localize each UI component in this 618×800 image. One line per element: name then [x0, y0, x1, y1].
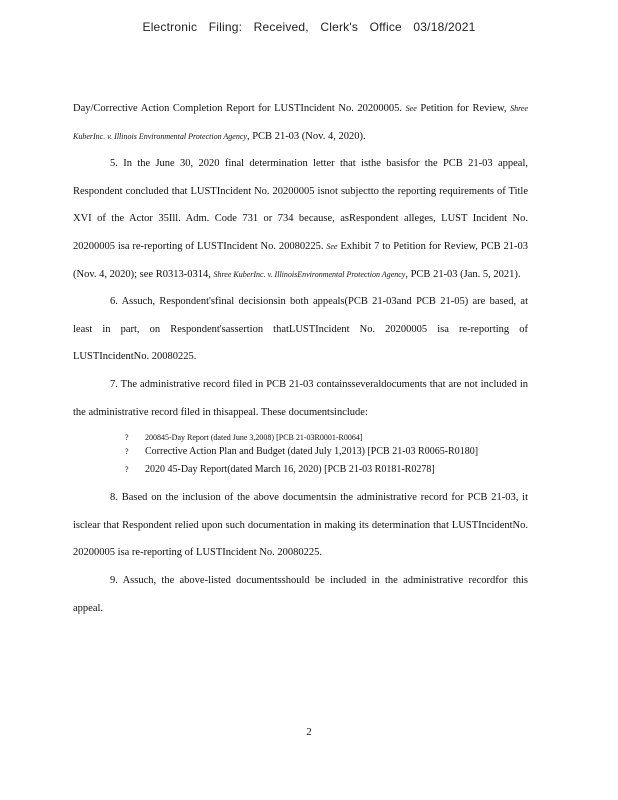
list-item — [125, 446, 505, 458]
bullet-marker: ? — [125, 465, 129, 475]
text-span: Petition for Review, — [416, 103, 507, 114]
text-span: Exhibit 7 to Petition for Review, PCB 21-03 (Nov. 4, 2020); see R0313-0314, — [73, 240, 528, 280]
paragraph-8: 8. Based on the inclusion of the above documentsin the administrative record for PCB 21-03, it isclear that Respondent relied upon such documentation in making its determination that LUSTIncidentNo. 20200005 isa re-reporting of LUSTIncident No. 20080225. — [73, 492, 528, 559]
case-citation: Shree KuberInc. v. IllinoisEnvironmental Protection Agency — [213, 269, 406, 279]
list-item-text: Corrective Action Plan and Budget (dated July 1,2013) [PCB 21-03 R0065-R0180] — [145, 446, 479, 458]
paragraph-9: 9. Assuch, the above-listed documentsshould be included in the administrative recordfor this appeal. — [73, 574, 528, 614]
list-item-text: 200845-Day Report (dated June 3,2008) [PCB 21-03R0001-R0064] — [145, 433, 363, 443]
paragraph-6: 6. Assuch, Respondent'sfinal decisionsin both appeals(PCB 21-03and PCB 21-05) are based, at least in part, on Respondent'sassertion thatLUSTIncident No. 20200005 isa re-reporting of LUSTIncidentNo. 20080225. — [73, 296, 528, 363]
efiling-header: Electronic Filing: Received, Clerk's Office 03/18/2021 — [142, 20, 476, 34]
bullet-marker: ? — [125, 433, 129, 443]
text-span: , PCB 21-03 (Nov. 4, 2020). — [246, 130, 366, 142]
paragraph-5 — [73, 150, 528, 288]
text-span: , PCB 21-03 (Jan. 5, 2021). — [405, 268, 521, 280]
continued-paragraph — [73, 95, 528, 150]
list-item — [125, 464, 505, 476]
case-citation: Shree KuberInc. v. Illinois Environmental Protection Agency — [73, 104, 529, 141]
see-signal: See — [326, 241, 338, 251]
text-span: Day/Corrective Action Completion Report for LUSTIncident No. 20200005. — [73, 103, 403, 114]
text-span: 5. In the June 30, 2020 final determination letter that isthe basisfor the PCB 21-03 appeal, Respondent concluded that LUSTIncident No. 20200005 isnot subjectto the reporting requirements of Title XVI of the Actor 35Ill. Adm. Code 731 or 734 because, asRespondent alleges, LUST Incident No. 20200005 isa re-reporting of LUSTIncident No. 20080225. — [73, 158, 528, 252]
list-item — [125, 432, 505, 444]
list-item-text: 2020 45-Day Report(dated March 16, 2020) [PCB 21-03 R0181-R0278] — [145, 464, 435, 476]
see-signal: See — [405, 104, 417, 113]
paragraph-7: 7. The administrative record filed in PCB 21-03 containsseveraldocuments that are not included in the administrative record filed in thisappeal. These documentsinclude: — [73, 378, 528, 418]
page-number: 2 — [306, 726, 312, 738]
document-body — [73, 95, 528, 622]
bullet-marker: ? — [125, 447, 129, 457]
document-list — [125, 432, 505, 476]
